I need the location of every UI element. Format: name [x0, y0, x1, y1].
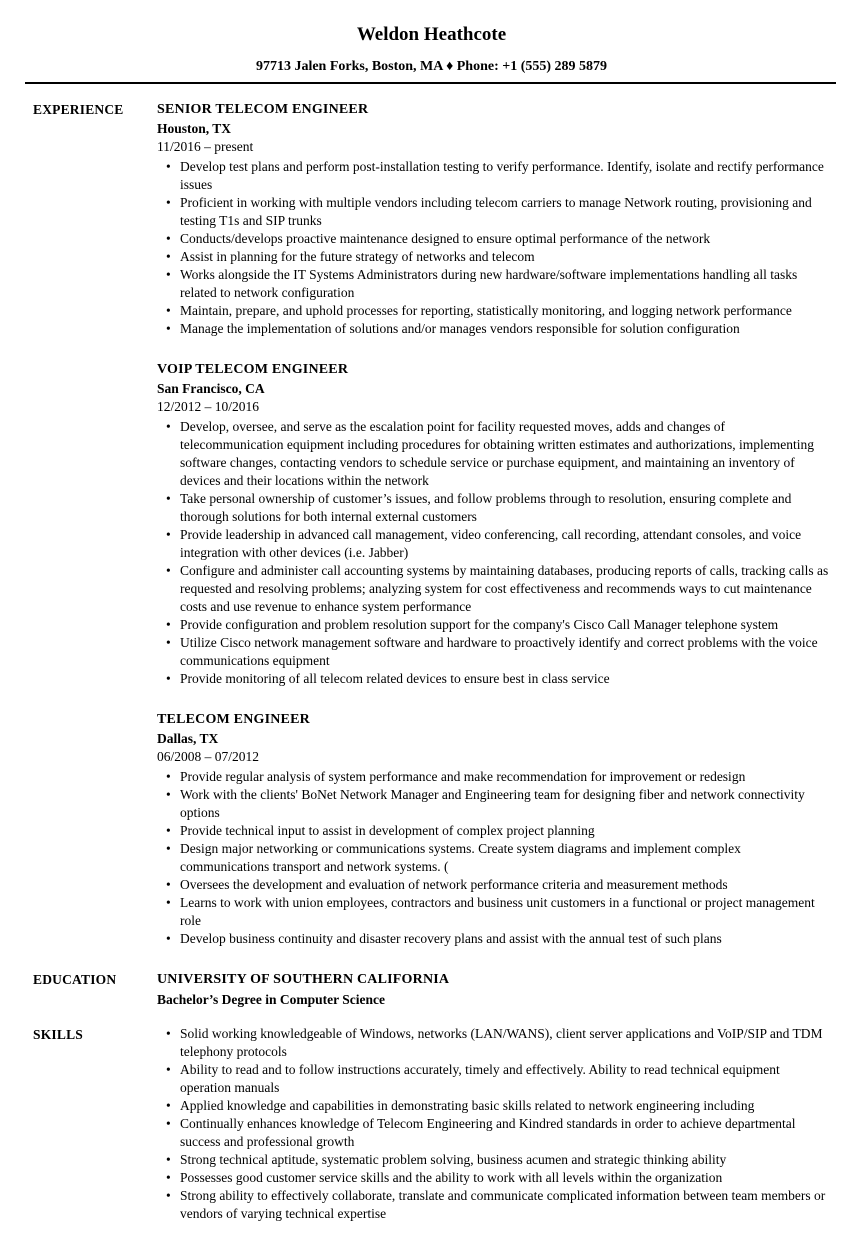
bullet-item: • Works alongside the IT Systems Administrators during new hardware/software implementations handling all tasks related to network configuration [157, 266, 830, 302]
job-telecom-engineer [157, 710, 830, 948]
job-dates: 11/2016 – present [157, 139, 254, 154]
bullet-item: • Manage the implementation of solutions and/or manages vendors responsible for solution configuration [157, 320, 830, 338]
skills-bullet-list [157, 1025, 830, 1223]
education-degree: Bachelor’s Degree in Computer Science [157, 992, 385, 1007]
bullet-item: • Provide leadership in advanced call management, video conferencing, call recording, attendant consoles, and voice integration with other devices (i.e. Jabber) [157, 526, 830, 562]
skills-section-label: SKILLS [33, 1027, 83, 1042]
section-experience [33, 100, 830, 948]
bullet-item: • Provide technical input to assist in development of complex project planning [157, 822, 830, 840]
job-title: SENIOR TELECOM ENGINEER [157, 102, 369, 117]
bullet-item: • Take personal ownership of customer’s issues, and follow problems through to resolution, ensuring complete and thorough solutions for both internal external customers [157, 490, 830, 526]
person-name: Weldon Heathcote [356, 24, 507, 45]
education-content [157, 970, 830, 1009]
bullet-item: • Solid working knowledgeable of Windows, networks (LAN/WANS), client server applications and VoIP/SIP and TDM telephony protocols [157, 1025, 830, 1061]
bullet-item: • Assist in planning for the future strategy of networks and telecom [157, 248, 830, 266]
job-title: TELECOM ENGINEER [157, 712, 310, 727]
bullet-item: • Utilize Cisco network management software and hardware to proactively identify and correct problems with the voice communications equipment [157, 634, 830, 670]
section-skills [33, 1025, 830, 1223]
bullet-item: • Learns to work with union employees, contractors and business unit customers in a functional or project management role [157, 894, 830, 930]
bullet-item: • Proficient in working with multiple vendors including telecom carriers to manage Network routing, provisioning and testing T1s and SIP trunks [157, 194, 830, 230]
education-school: UNIVERSITY OF SOUTHERN CALIFORNIA [157, 972, 450, 987]
job-location: San Francisco, CA [157, 381, 265, 396]
bullet-item: • Develop, oversee, and serve as the escalation point for facility requested moves, adds and changes of telecommunication equipment including procedures for obtaining written estimates and authorizations, implementing software changes, contacting vendors to schedule service or purchase equipment, and maintaining an inventory of devices and their locations within the network [157, 418, 830, 490]
bullet-item: • Provide monitoring of all telecom related devices to ensure best in class service [157, 670, 830, 688]
bullet-item: • Ability to read and to follow instructions accurately, timely and effectively. Ability to read technical equipment operation manuals [157, 1061, 830, 1097]
education-section-label: EDUCATION [33, 972, 117, 987]
job-location: Houston, TX [157, 121, 232, 136]
job-senior-telecom-engineer [157, 100, 830, 338]
bullet-item: • Provide regular analysis of system performance and make recommendation for improvement or redesign [157, 768, 830, 786]
bullet-item: • Develop test plans and perform post-installation testing to verify performance. Identify, isolate and rectify performance issues [157, 158, 830, 194]
job-bullet-list [157, 768, 830, 948]
bullet-item: • Oversees the development and evaluation of network performance criteria and measurement methods [157, 876, 830, 894]
experience-content [157, 100, 830, 948]
job-title: VOIP TELECOM ENGINEER [157, 362, 349, 377]
skills-content [157, 1025, 830, 1223]
job-location: Dallas, TX [157, 731, 219, 746]
job-voip-telecom-engineer [157, 360, 830, 688]
bullet-item: • Design major networking or communications systems. Create system diagrams and implement complex communications transport and network systems. ( [157, 840, 830, 876]
bullet-item: • Provide configuration and problem resolution support for the company's Cisco Call Manager telephone system [157, 616, 830, 634]
bullet-item: • Strong ability to effectively collaborate, translate and communicate complicated information between team members or vendors of varying technical expertise [157, 1187, 830, 1223]
job-bullet-list [157, 158, 830, 338]
header-divider [25, 82, 836, 84]
experience-section-label: EXPERIENCE [33, 102, 124, 117]
bullet-item: • Work with the clients' BoNet Network Manager and Engineering team for designing fiber and network connectivity options [157, 786, 830, 822]
bullet-item: • Possesses good customer service skills and the ability to work with all levels within the organization [157, 1169, 830, 1187]
section-education [33, 970, 830, 1009]
contact-line: 97713 Jalen Forks, Boston, MA ♦ Phone: +1 (555) 289 5879 [255, 59, 608, 74]
bullet-item: • Strong technical aptitude, systematic problem solving, business acumen and strategic thinking ability [157, 1151, 830, 1169]
job-dates: 06/2008 – 07/2012 [157, 749, 260, 764]
bullet-item: • Configure and administer call accounting systems by maintaining databases, producing reports of calls, tracking calls as requested and resolving problems; analyzing system for cost effectiveness and recommends ways to cut maintenance costs and use revenue to enhance system performance [157, 562, 830, 616]
job-bullet-list [157, 418, 830, 688]
bullet-item: • Conducts/develops proactive maintenance designed to ensure optimal performance of the network [157, 230, 830, 248]
bullet-item: • Continually enhances knowledge of Telecom Engineering and Kindred standards in order to achieve departmental success and professional growth [157, 1115, 830, 1151]
bullet-item: • Develop business continuity and disaster recovery plans and assist with the annual test of such plans [157, 930, 830, 948]
bullet-item: • Applied knowledge and capabilities in demonstrating basic skills related to network engineering including [157, 1097, 830, 1115]
bullet-item: • Maintain, prepare, and uphold processes for reporting, statistically monitoring, and logging network performance [157, 302, 830, 320]
job-dates: 12/2012 – 10/2016 [157, 399, 260, 414]
